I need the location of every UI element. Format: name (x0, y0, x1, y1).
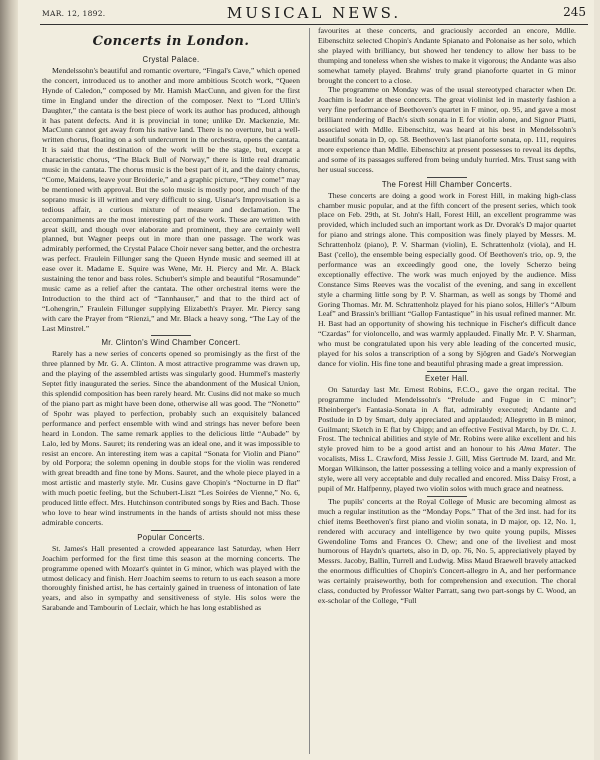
left-column (42, 26, 300, 613)
page-header (42, 3, 586, 23)
header-rule (40, 24, 588, 25)
article-paragraph: Mendelssohn's beautiful and romantic overture, “Fingal's Cave,” which opened the concert, introduced us to another and more ambitious Scotch work, “Queen Hynde of Caledon,” composed by Mr. Hamish MacCunn, and given for the first time in England under the direction of the composer. Next to “Lord Ullin's Daughter,” the cantata is the best piece of work its author has produced, although it has patent defects. And it is provincial in tone; unlike Dr. Mackenzie, Mr. MacCunn cannot get away from his native land. There is no overture, but a well-written chorus, floating on a soft undercurrent in the orchestra, opens the cantata. It is said that the destination of the work will be the stage, but, except a characteristic chorus, “The Black Bull of Norway,” there is little real dramatic music in the cantata. The chorus music is the best part of it, and the dainty chorus, “Come, Maidens, leave your Broiderie,” and a graphic picture, “They come!” may be mentioned with approval. But the solo music is mostly poor, and much of the soprano music is ill written and very difficult to sing. Uisnar's Improvisation is a tedious affair, a curious mixture of measure and declamation. The accompaniments are the most interesting part of the work. These are written with great skill, and though over elaborate and prominent, they are certainly well planned, but Wagner peeps out in more than one passage. The work was admirably performed, the Crystal Palace Choir never sang better, and the orchestra was perfect. Fraulein Fillunger sang the Queen Hynde music and seemed ill at ease over it. Madame E. Squire was Wene, Mr. H. Piercy and Mr. A. Black sustaining the tenor and bass roles. Schubert's simple and beautiful “Rosamunde” music came as a relief after the cantata. The other orchestral items were the Introduction to the third act of “Tannhauser,” and that to the third act of “Lohengrin,” Fraulein Fillunger supplying Elizabeth's Prayer. Mr. Piercy sang with care the Prayer from “Rienzi,” and Mr. Black a heavy song, “The Lay of the Last Minstrel.” (42, 66, 300, 333)
article-heading-popular: Popular Concerts. (137, 532, 205, 542)
article-divider (427, 371, 467, 372)
book-spine-shadow (0, 0, 18, 760)
section-title: Concerts in London. (92, 34, 250, 49)
paragraph-text: . The vocalists, Miss L. Crawford, Miss Jessie J. Gill, Miss Gertrude M. Izard, and Mr. Morgan Wilkinson, the latter possessing a telling voice and a manly expression of style, were all very acceptable and duly recalled and encored. Miss Daisy Frost, a pupil of Mr. Halfpenny, played two violin solos with much grace and neatness. (318, 444, 576, 493)
paragraph-text: On Saturday last Mr. Ernest Robins, F.C.O., gave the organ recital. The programme included Mendelssohn's “Prelude and Fugue in C minor”; Rheinberger's Fantasia-Sonata in A flat, admirably executed; Andante and Postlude in D by Smart, duly appreciated and applauded; Allegretto in B minor, Guilmant; Sketch in E flat by Chipp; and an effective Festival March, by Dr. C. J. Frost. The technical abilities and style of Mr. Robins were alike excellent and his style proved him to be a good artist and an honour to his (318, 384, 576, 454)
article-paragraph: These concerts are doing a good work in Forest Hill, in making high-class chamber music popular, and at the fifth concert of the present series, which took place on Feb. 29th, at St. John's Hall, Forest Hill, an excellent programme was provided, which included such an important work as Dr. Dvorak's D major quartet for piano and strings alone. This composition was finely played by Messrs. M. Schrattenholz (piano), P. V. Sharman (violin), E. Schrattenholz (viola), and H. Bast ('cello), the ensemble being especially good. Of Beethoven's trio, op. 9, the performance was an exceedingly good one, the lovely Scherzo being exceptionally effective. The work was much enjoyed by the audience. Miss Constance Sims Reeves was the vocalist of the evening, and sang in excellent style a charming little song by P. V. Sharman, as well as songs by Thomé and Goring Thomas. Mr. M. Schrattenholz played for his piano solos, Hiller's “Album Leaf” and Brassin's brilliant “Gallop Fantastique” in his usual refined manner. Mr. H. Bast had an opportunity of showing his technique in Fischer's difficult dance “Czardas” for violoncello, and was warmly applauded. Finally Mr. P. V. Sharman, who must be congratulated upon his very able leading of the concerted music, played for his solos a transcription of a song by Sjögren and Gade's Norwegian dance for violin. His fine tone and beautiful phrasing made a great impression. (318, 190, 576, 368)
page-number: 245 (563, 5, 586, 19)
article-paragraph-continued: favourites at these concerts, and graciously accorded an encore, Mdlle. Eibenschitz selected Chopin's Andante Spianato and Polonaise as her solo, which she played with brilliancy, but showed her tendency to allow her bass to be thumping and toneless when she wishes to make it vigorous; the Andante was also somewhat tamely played. Brahms' truly grand pianoforte quartet in G minor brought the concert to a close. (318, 26, 576, 85)
article-paragraph (318, 385, 576, 494)
italic-phrase: Alma Mater (519, 444, 559, 454)
article-paragraph: Rarely has a new series of concerts opened so promisingly as the first of the three planned by Mr. G. A. Clinton. A most attractive programme was drawn up, and the playing of the assembled artists was singularly good. Hummel's masterly Septet fitly inaugurated the series. Since the abandonment of the Musical Union, this splendid composition has been rarely heard. Mr. Cusins did not make so much of the piano part as might have been done, otherwise all was good. The “Nonetto” of Spohr was played to perfection, probably such an exquisitely balanced performance and perfect ensemble with wind and strings has never before been heard in London. The same remark applies to the delicious little “Aubade” by Lalo, led by Mons. Sauret; its rendering was an ideal one, and it was impossible to resist an encore. An interesting item was a capital “Sonata for Violin and Piano” by old Porpora; the solemn opening in double stops for the violin was rendered with great breadth and fine tone by Mons. Sauret, and the whole piece played in a most artistic and masterly style. Mr. Cusins gave Chopin's “Nocturne in D flat” with much poetic feeling, but the Schubert-Liszt “Les Soirées de Vienne,” No. 6, produced little effect. Mrs. Hutchinson contributed songs by Ries and Bach. Those who love to hear wind instruments in the hands of artists should not miss these admirable concerts. (42, 349, 300, 527)
column-divider (309, 28, 310, 754)
article-heading-exeter-hall: Exeter Hall. (425, 373, 469, 383)
article-paragraph: The programme on Monday was of the usual stereotyped character when Dr. Joachim is leader at these concerts. The great violinist led in masterly fashion a very fine performance of Beethoven's quartet in F minor, op. 95, and gave a most brilliant rendering of Bach's sixth sonata in E for violin alone, and Signor Piatti, associated with Mdlle. Eibenschitz, was heard at his best in Mendelssohn's beautiful sonata in D, op. 58. Beethoven's last pianoforte sonata, op. 111, requires more experience than Mdlle. Eibenschitz at present possesses to reveal its depths, and some of its passages suffered from being unduly hurried. Mrs. Trust sang with her usual success. (318, 85, 576, 174)
article-paragraph: The pupils' concerts at the Royal College of Music are becoming almost as much a regular institution as the “Monday Pops.” That of the 3rd inst. had for its chief items Beethoven's first piano and violin sonata, in D major, op. 12, No. 1, rendered with accuracy and intelligence by two quite young pupils, Misses Gwendoline Toms and Frances O. Chew; and one of the liveliest and most humorous of Haydn's quartets, also in D, op. 76, No. 5, appreciatively played by Messrs. Jacoby, Ballin, Turrell and Ludwig. Miss Maud Braewell bravely attacked the enormous difficulties of Chopin's Concert-allegro in A, and her performance was certainly praiseworthy, both for comprehension and execution. The choral class, conducted by Professor Walter Parratt, sang two part-songs by C. Wood, an ex-scholar of the College, “Full (318, 496, 576, 605)
article-divider (151, 530, 191, 531)
masthead-title: MUSICAL NEWS. (226, 4, 402, 22)
article-heading-crystal-palace: Crystal Palace. (142, 55, 200, 64)
article-divider (427, 177, 467, 178)
article-paragraph: St. James's Hall presented a crowded appearance last Saturday, when Herr Joachim performed for the first time this season at the morning concerts. The programme opened with Mozart's quintet in G minor, which was played with the utmost delicacy and finish. Herr Joachim seems to return to us each season a more thoroughly finished artist, he has certainly gained in trueness of intonation of late years, and also in sympathy and sensitiveness of style. His solos were the Sarabande and Tambourin of Leclair, which he has long established as (42, 543, 300, 613)
issue-date: MAR. 12, 1892. (42, 9, 106, 18)
article-divider (151, 335, 191, 336)
article-heading-clinton: Mr. Clinton's Wind Chamber Concert. (101, 338, 241, 348)
right-column (318, 26, 576, 606)
article-heading-forest-hill: The Forest Hill Chamber Concerts. (381, 179, 513, 189)
